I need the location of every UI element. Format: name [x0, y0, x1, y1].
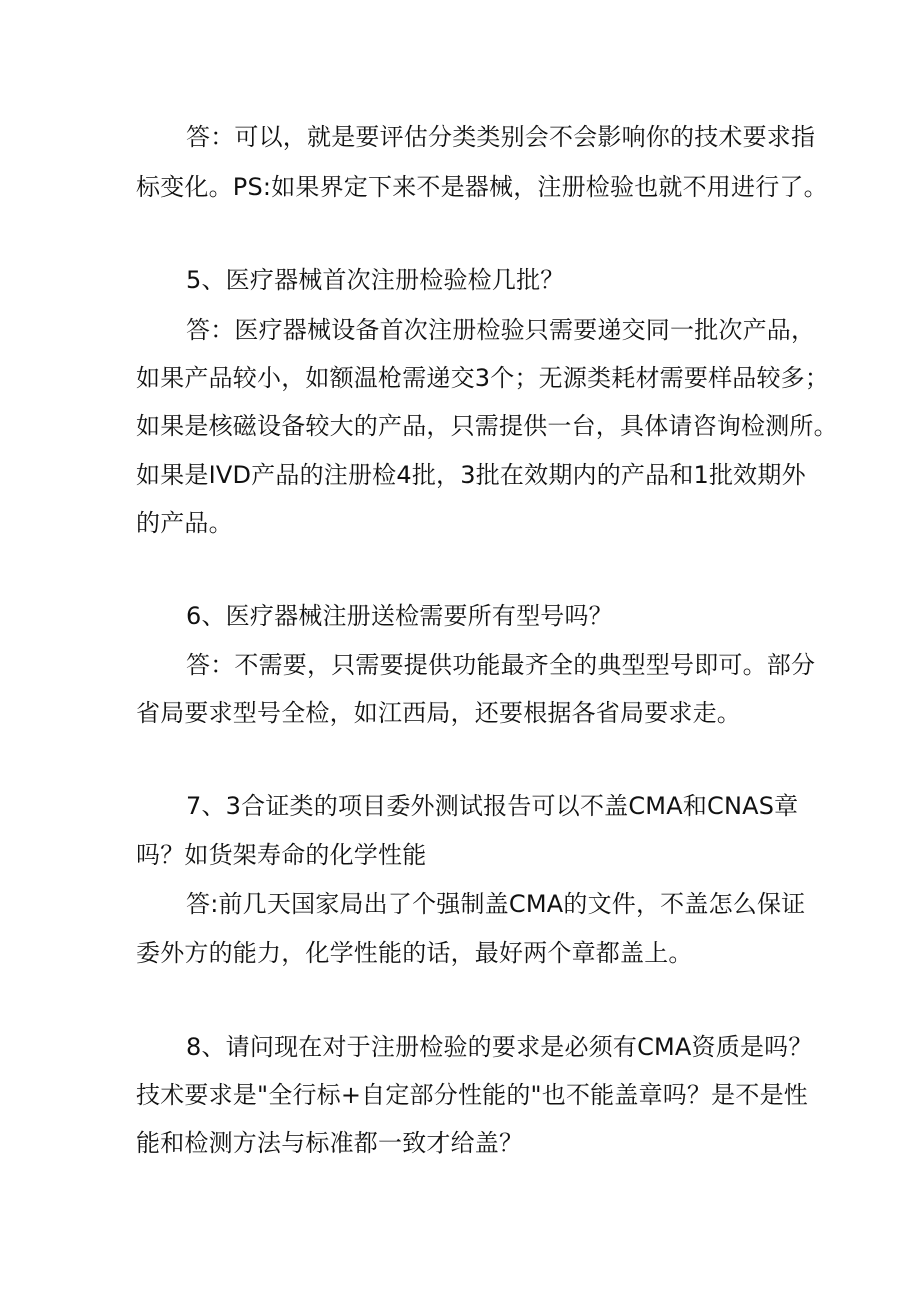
question-5: 5、医疗器械首次注册检验检几批？ [186, 266, 565, 294]
question-6: 6、医疗器械注册送检需要所有型号吗？ [186, 602, 613, 630]
answer-6-line-1: 答：不需要，只需要提供功能最齐全的典型型号即可。部分 [186, 651, 816, 679]
answer-7-line-2: 委外方的能力，化学性能的话，最好两个章都盖上。 [136, 939, 693, 967]
question-7-line-1: 7、3合证类的项目委外测试报告可以不盖CMA和CNAS章 [186, 792, 799, 820]
question-8-line-1: 8、请问现在对于注册检验的要求是必须有CMA资质是吗？ [186, 1033, 813, 1061]
question-8-line-2: 技术要求是"全行标+自定部分性能的"也不能盖章吗？是不是性 [136, 1081, 808, 1109]
question-7-line-2: 吗？如货架寿命的化学性能 [136, 841, 427, 869]
answer-7-line-1: 答:前几天国家局出了个强制盖CMA的文件，不盖怎么保证 [186, 890, 806, 918]
answer-5-line-3: 如果是核磁设备较大的产品，只需提供一台，具体请咨询检测所。 [136, 412, 838, 440]
answer-5-line-5: 的产品。 [136, 509, 233, 537]
answer-4-line-2: 标变化。PS:如果界定下来不是器械，注册检验也就不用进行了。 [136, 173, 828, 201]
answer-4-line-1: 答：可以，就是要评估分类类别会不会影响你的技术要求指 [186, 123, 816, 151]
answer-6-line-2: 省局要求型号全检，如江西局，还要根据各省局要求走。 [136, 699, 741, 727]
answer-5-line-1: 答：医疗器械设备首次注册检验只需要递交同一批次产品， [186, 316, 816, 344]
answer-5-line-4: 如果是IVD产品的注册检4批，3批在效期内的产品和1批效期外 [136, 461, 806, 489]
question-8-line-3: 能和检测方法与标准都一致才给盖？ [136, 1129, 524, 1157]
answer-5-line-2: 如果产品较小，如额温枪需递交3个；无源类耗材需要样品较多； [136, 364, 830, 392]
